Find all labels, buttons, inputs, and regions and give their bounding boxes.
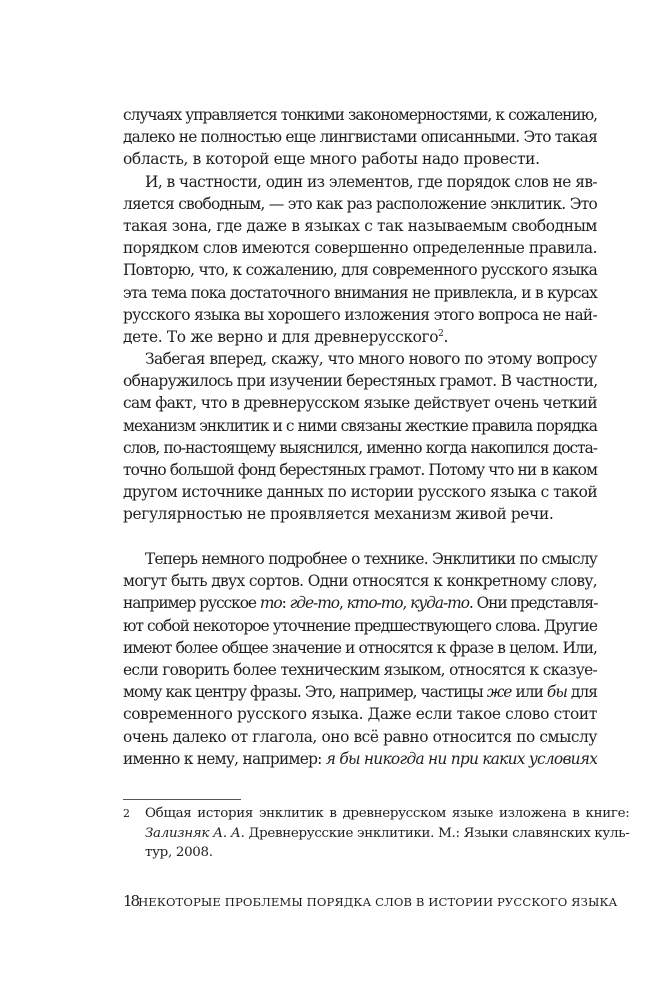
text-line: ют собой некоторое уточнение предшествующего слова. Другие [123, 616, 597, 635]
text-line: слов, по-настоящему выяснился, именно когда накопился доста- [123, 438, 597, 457]
text-line: такая зона, где даже в языках с так называемым свободным [123, 216, 597, 235]
running-title: НЕКОТОРЫЕ ПРОБЛЕМЫ ПОРЯДКА СЛОВ В ИСТОРИИ РУССКОГО ЯЗЫКА [138, 895, 618, 909]
text-line: имеют более общее значение и относятся к фразе в целом. Или, [123, 638, 597, 657]
italic-example: куда-то [410, 594, 469, 613]
text-line: очень далеко от глагола, оно всё равно относится по смыслу [123, 727, 597, 746]
italic-example: же [486, 683, 512, 702]
italic-example: кто-то [346, 594, 403, 613]
footnote-area [123, 804, 630, 863]
text-line [123, 681, 597, 703]
text-line: обнаружилось при изучении берестяных грамот. В частности, [123, 372, 598, 391]
italic-example: я бы никогда ни при каких условиях [325, 749, 598, 768]
text-line: далеко не полностью еще лингвистами описанными. Это такая [123, 128, 597, 147]
text-line: регулярностью не проявляется механизм живой речи. [123, 505, 554, 524]
text-segment: или [511, 683, 547, 702]
text-line: механизм энклитик и с ними связаны жесткие правила порядка [123, 416, 597, 435]
text-line: И, в частности, один из элементов, где порядок слов не яв- [145, 172, 597, 191]
text-line [123, 326, 597, 348]
footnote-ref-2[interactable]: 2 [438, 328, 444, 339]
text-line: другом источнике данных по истории русского языка с такой [123, 483, 597, 502]
text-segment: . Они представля- [468, 594, 598, 613]
footnote-text [145, 804, 629, 863]
text-line: Теперь немного подробнее о технике. Энклитики по смыслу [145, 550, 597, 569]
text-segment: . [443, 327, 449, 346]
section-gap [123, 526, 597, 549]
text-segment: для [566, 683, 598, 702]
text-line: точно большой фонд берестяных грамот. Потому что ни в каком [123, 461, 597, 479]
text-line: ляется свободным, — это как раз расположение энклитик. Это [123, 194, 597, 213]
running-footer [123, 892, 618, 910]
italic-example: то [259, 594, 282, 613]
footnote-line: Общая история энклитик в древнерусском языке изложена в книге: [145, 806, 630, 821]
page-number: 18 [123, 892, 139, 910]
text-segment: Древнерусские энклитики. М.: Языки славянских куль- [244, 825, 630, 841]
footnote-number: 2 [123, 807, 130, 820]
text-line [123, 748, 597, 770]
text-line: сам факт, что в древнерусском языке действует очень четкий [123, 394, 597, 413]
text-line: современного русского языка. Даже если такое слово стоит [123, 705, 597, 724]
text-segment: например русское [123, 594, 260, 613]
italic-example: бы [546, 683, 567, 702]
text-line: русского языка вы хорошего изложения этого вопроса не най- [123, 305, 597, 324]
footnote-2 [123, 804, 630, 863]
footnote-divider [123, 799, 241, 800]
text-line: эта тема пока достаточного внимания не привлекла, и в курсах [123, 283, 597, 302]
text-line [123, 592, 597, 614]
text-line: Повторю, что, к сожалению, для современного русского языка [123, 261, 597, 280]
text-segment: , [338, 594, 347, 613]
text-line: область, в которой еще много работы надо провести. [123, 150, 540, 169]
text-segment: мому как центру фразы. Это, например, частицы [123, 683, 487, 702]
italic-example: где-то [289, 594, 339, 613]
body-text [123, 104, 597, 770]
text-line: Забегая вперед, скажу, что много нового по этому вопросу [145, 350, 597, 369]
footnote-line: тур, 2008. [145, 845, 213, 860]
text-segment: : [281, 594, 290, 613]
text-segment: дете. То же верно и для древнерусского [123, 327, 439, 346]
text-line: если говорить более техническим языком, относятся к сказуе- [123, 661, 597, 679]
text-line: порядком слов имеются совершенно определенные правила. [123, 239, 597, 258]
author-name: Зализняк А. А. [145, 825, 245, 841]
text-segment: , [402, 594, 411, 613]
footnote-line [145, 824, 629, 844]
text-line: случаях управляется тонкими закономерностями, к сожалению, [123, 106, 597, 124]
text-line: могут быть двух сортов. Одни относятся к конкретному слову, [123, 572, 597, 591]
text-segment: именно к нему, например: [123, 749, 326, 768]
